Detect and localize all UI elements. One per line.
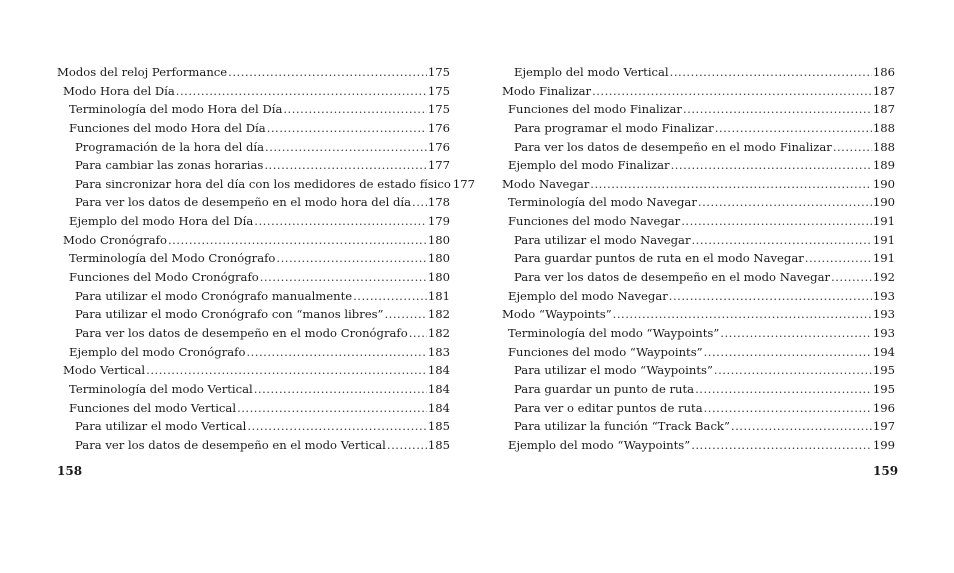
toc-entry-title: Para cambiar las zonas horarias xyxy=(75,158,264,173)
toc-entry-title: Para ver los datos de desempeño en el modo Navegar xyxy=(514,270,831,285)
toc-entry-page: 179 xyxy=(427,214,450,229)
toc-entry xyxy=(57,63,450,82)
dot-leader xyxy=(805,249,872,268)
toc-entry-page: 193 xyxy=(872,307,895,322)
toc-entry-page: 177 xyxy=(452,176,475,191)
toc-entry xyxy=(502,119,895,138)
toc-entry xyxy=(57,436,450,455)
toc-entry-title: Ejemplo del modo Finalizar xyxy=(508,158,670,173)
toc-entry xyxy=(502,138,895,157)
toc-entry-title: Funciones del modo Vertical xyxy=(69,400,237,415)
toc-entry-title: Terminología del Modo Cronógrafo xyxy=(69,251,276,266)
dot-leader xyxy=(176,82,427,101)
dot-leader xyxy=(267,119,427,138)
toc-entry-page: 185 xyxy=(427,419,450,434)
toc-entry xyxy=(502,361,895,380)
toc-entry-page: 191 xyxy=(872,232,895,247)
dot-leader xyxy=(669,287,872,306)
dot-leader xyxy=(833,138,872,157)
toc-entry xyxy=(57,138,450,157)
toc-entry-page: 184 xyxy=(427,363,450,378)
toc-entry-page: 176 xyxy=(427,120,450,135)
toc-entry-title: Terminología del modo Hora del Día xyxy=(69,102,283,117)
dot-leader xyxy=(264,156,426,175)
dot-leader xyxy=(260,268,427,287)
toc-entry xyxy=(57,82,450,101)
toc-entry-page: 178 xyxy=(427,195,450,210)
dot-leader xyxy=(698,193,872,212)
toc-entry-title: Para ver los datos de desempeño en el modo Cronógrafo xyxy=(75,325,408,340)
toc-entry-title: Funciones del modo Navegar xyxy=(508,214,681,229)
toc-entry xyxy=(502,175,895,194)
toc-entry-page: 181 xyxy=(427,288,450,303)
dot-leader xyxy=(683,100,872,119)
toc-entry-page: 187 xyxy=(872,83,895,98)
toc-entry-title: Para sincronizar hora del día con los medidores de estado físico xyxy=(75,176,451,191)
toc-entry-page: 190 xyxy=(872,176,895,191)
toc-entry-page: 188 xyxy=(872,120,895,135)
toc-entry-page: 197 xyxy=(872,419,895,434)
toc-entry-title: Terminología del modo “Waypoints” xyxy=(508,325,720,340)
toc-entry xyxy=(57,212,450,231)
toc-entry-title: Para utilizar el modo Cronógrafo manualmente xyxy=(75,288,353,303)
dot-leader xyxy=(283,100,427,119)
dot-leader xyxy=(831,268,872,287)
toc-entry xyxy=(57,156,450,175)
dot-leader xyxy=(254,380,427,399)
toc-entry-title: Para ver los datos de desempeño en el modo Finalizar xyxy=(514,139,832,154)
toc-entry-page: 184 xyxy=(427,381,450,396)
toc-entry-page: 175 xyxy=(427,83,450,98)
toc-entry-page: 175 xyxy=(427,65,450,79)
toc-entry xyxy=(502,305,895,324)
toc-entry-title: Modos del reloj Performance xyxy=(57,65,228,79)
toc-entry-title: Modo Navegar xyxy=(502,176,590,191)
toc-entry xyxy=(502,417,895,436)
page-number-right: 159 xyxy=(873,464,899,478)
dot-leader xyxy=(714,361,872,380)
dot-leader xyxy=(412,193,427,212)
toc-entry-title: Modo “Waypoints” xyxy=(502,307,612,322)
dot-leader xyxy=(168,231,427,250)
toc-entry-title: Para programar el modo Finalizar xyxy=(514,120,714,135)
toc-entry xyxy=(502,380,895,399)
dot-leader xyxy=(592,82,872,101)
toc-entry xyxy=(57,249,450,268)
dot-leader xyxy=(228,63,427,82)
dot-leader xyxy=(384,305,426,324)
toc-entry-title: Para utilizar el modo Vertical xyxy=(75,419,247,434)
dot-leader xyxy=(704,399,872,418)
toc-entry-page: 193 xyxy=(872,325,895,340)
toc-entry-title: Ejemplo del modo Cronógrafo xyxy=(69,344,246,359)
toc-entry-page: 187 xyxy=(872,102,895,117)
toc-entry-page: 180 xyxy=(427,232,450,247)
dot-leader xyxy=(353,287,427,306)
toc-entry-page: 191 xyxy=(872,251,895,266)
toc-entry-page: 177 xyxy=(427,158,450,173)
toc-entry-page: 191 xyxy=(872,214,895,229)
dot-leader xyxy=(670,63,872,82)
toc-entry xyxy=(57,417,450,436)
dot-leader xyxy=(237,399,427,418)
dot-leader xyxy=(276,249,426,268)
toc-entry-page: 185 xyxy=(427,437,450,452)
toc-entry-title: Para ver o editar puntos de ruta xyxy=(514,400,703,415)
dot-leader xyxy=(590,175,872,194)
toc-entry-title: Para guardar puntos de ruta en el modo Navegar xyxy=(514,251,804,266)
toc-entry-title: Para utilizar el modo Navegar xyxy=(514,232,691,247)
toc-entry-page: 189 xyxy=(872,158,895,173)
toc-right-column xyxy=(502,63,895,454)
toc-entry xyxy=(57,193,450,212)
toc-entry-page: 182 xyxy=(427,325,450,340)
toc-entry xyxy=(57,399,450,418)
toc-entry-page: 194 xyxy=(872,344,895,359)
toc-entry-title: Terminología del modo Navegar xyxy=(508,195,697,210)
dot-leader xyxy=(146,361,427,380)
toc-entry-page: 175 xyxy=(427,102,450,117)
toc-entry xyxy=(502,82,895,101)
toc-entry-title: Modo Vertical xyxy=(63,363,146,378)
toc-entry-title: Programación de la hora del día xyxy=(75,139,265,154)
dot-leader xyxy=(671,156,872,175)
toc-entry xyxy=(502,399,895,418)
toc-entry xyxy=(502,343,895,362)
toc-entry xyxy=(502,193,895,212)
toc-entry-page: 195 xyxy=(872,381,895,396)
toc-entry xyxy=(57,100,450,119)
toc-entry-page: 196 xyxy=(872,400,895,415)
dot-leader xyxy=(247,417,427,436)
toc-entry-page: 193 xyxy=(872,288,895,303)
toc-entry xyxy=(502,63,895,82)
toc-entry-page: 176 xyxy=(427,139,450,154)
toc-entry xyxy=(57,305,450,324)
toc-entry-title: Terminología del modo Vertical xyxy=(69,381,253,396)
toc-entry-title: Para utilizar la función “Track Back” xyxy=(514,419,730,434)
toc-entry-title: Funciones del modo Hora del Día xyxy=(69,120,266,135)
dot-leader xyxy=(731,417,872,436)
toc-entry-title: Ejemplo del modo Navegar xyxy=(508,288,668,303)
toc-entry-title: Modo Hora del Día xyxy=(63,83,175,98)
toc-entry-title: Modo Finalizar xyxy=(502,83,592,98)
dot-leader xyxy=(613,305,872,324)
dot-leader xyxy=(681,212,872,231)
toc-entry-page: 195 xyxy=(872,363,895,378)
toc-entry xyxy=(502,231,895,250)
toc-entry xyxy=(57,343,450,362)
toc-entry-page: 199 xyxy=(872,437,895,452)
toc-entry-title: Para guardar un punto de ruta xyxy=(514,381,695,396)
toc-entry-page: 182 xyxy=(427,307,450,322)
toc-entry-title: Para utilizar el modo “Waypoints” xyxy=(514,363,713,378)
dot-leader xyxy=(387,436,427,455)
dot-leader xyxy=(254,212,427,231)
toc-entry-title: Funciones del modo Finalizar xyxy=(508,102,682,117)
toc-entry-title: Modo Cronógrafo xyxy=(63,232,167,247)
toc-entry xyxy=(57,268,450,287)
toc-entry xyxy=(502,268,895,287)
toc-entry xyxy=(502,212,895,231)
toc-entry xyxy=(57,175,475,194)
toc-entry-title: Ejemplo del modo Hora del Día xyxy=(69,214,254,229)
toc-entry-title: Para ver los datos de desempeño en el modo hora del día xyxy=(75,195,412,210)
toc-entry-title: Funciones del Modo Cronógrafo xyxy=(69,270,259,285)
toc-entry-title: Ejemplo del modo “Waypoints” xyxy=(508,437,691,452)
dot-leader xyxy=(246,343,426,362)
dot-leader xyxy=(720,324,872,343)
toc-entry xyxy=(57,380,450,399)
toc-entry xyxy=(502,436,895,455)
toc-entry-page: 190 xyxy=(872,195,895,210)
toc-entry xyxy=(502,156,895,175)
toc-entry-page: 183 xyxy=(427,344,450,359)
toc-entry-title: Para ver los datos de desempeño en el modo Vertical xyxy=(75,437,386,452)
dot-leader xyxy=(715,119,872,138)
toc-entry xyxy=(502,249,895,268)
toc-entry xyxy=(57,231,450,250)
toc-entry-page: 184 xyxy=(427,400,450,415)
dot-leader xyxy=(695,380,872,399)
page-number-left: 158 xyxy=(57,464,83,478)
toc-entry-title: Para utilizar el modo Cronógrafo con “manos libres” xyxy=(75,307,384,322)
toc-entry xyxy=(502,324,895,343)
toc-entry-page: 188 xyxy=(872,139,895,154)
dot-leader xyxy=(704,343,872,362)
toc-entry xyxy=(57,119,450,138)
toc-entry-page: 180 xyxy=(427,251,450,266)
toc-entry xyxy=(502,100,895,119)
toc-entry xyxy=(502,287,895,306)
toc-entry-page: 186 xyxy=(872,65,895,79)
toc-entry-page: 192 xyxy=(872,270,895,285)
dot-leader xyxy=(409,324,427,343)
toc-entry xyxy=(57,287,450,306)
dot-leader xyxy=(691,436,872,455)
dot-leader xyxy=(692,231,872,250)
dot-leader xyxy=(265,138,427,157)
toc-entry xyxy=(57,324,450,343)
toc-left-column xyxy=(57,63,475,454)
toc-entry-page: 180 xyxy=(427,270,450,285)
toc-entry-title: Ejemplo del modo Vertical xyxy=(514,65,669,79)
toc-entry-title: Funciones del modo “Waypoints” xyxy=(508,344,703,359)
toc-entry xyxy=(57,361,450,380)
